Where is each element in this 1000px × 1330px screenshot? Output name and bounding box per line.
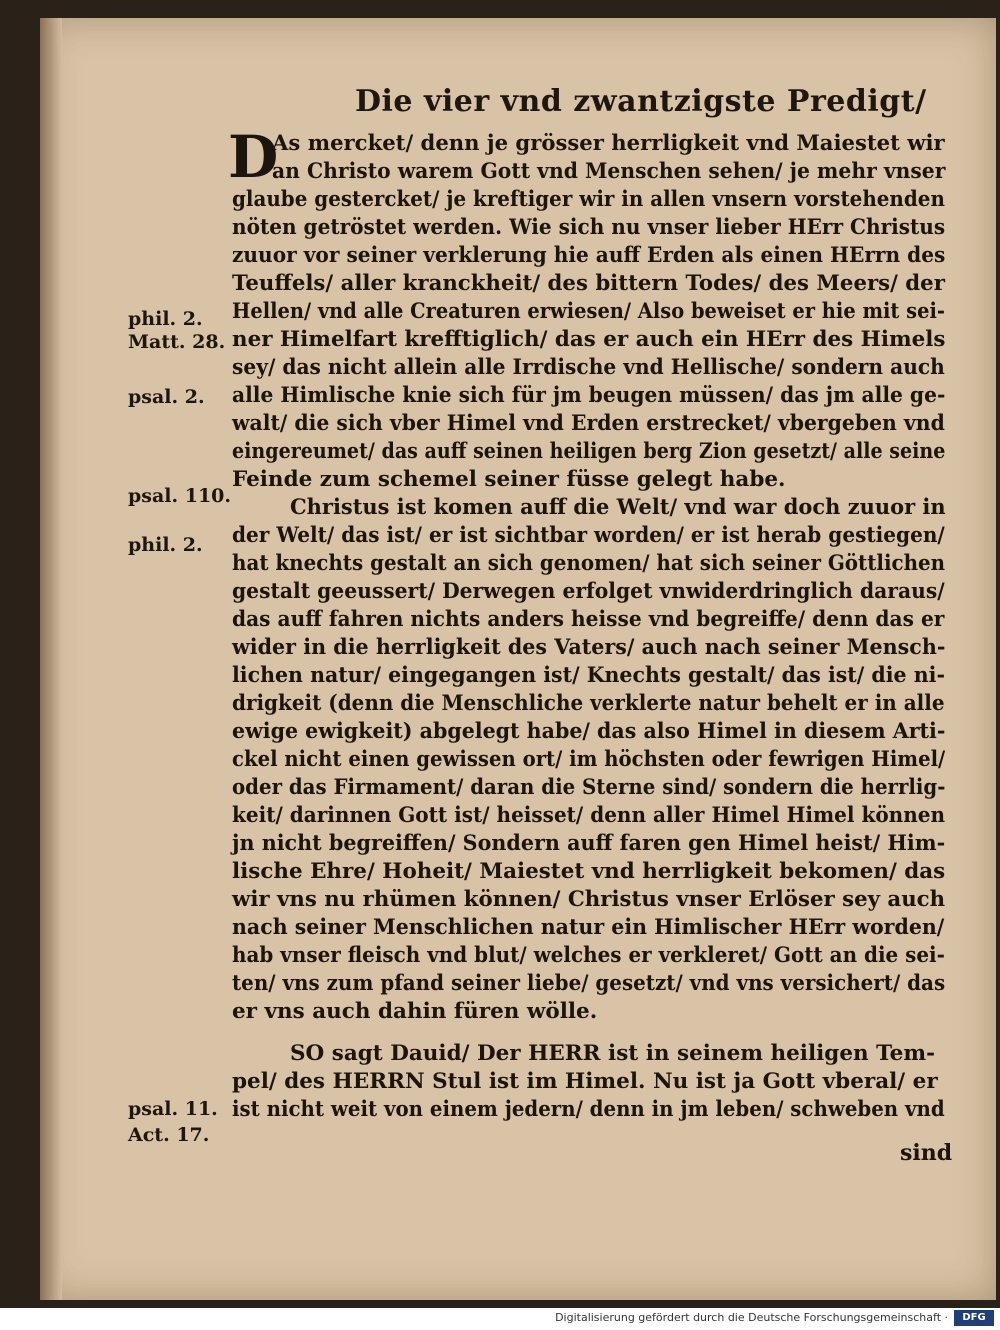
margin-note: psal. 2. <box>128 386 205 408</box>
text-line: pel/ des HERRN Stul ist im Himel. Nu ist ja Gott vberal/ er <box>232 1069 938 1094</box>
text-line: ewige ewigkeit) abgelegt habe/ das also Himel in diesem Arti- <box>232 719 946 744</box>
text-line: lichen natur/ eingegangen ist/ Knechts gestalt/ das ist/ die ni- <box>232 663 945 688</box>
text-line: ten/ vns zum pfand seiner liebe/ gesetzt/ vnd vns versichert/ das <box>232 971 946 996</box>
text-line: As mercket/ denn je grösser herrligkeit vnd Maiestet wir <box>272 131 945 156</box>
text-line: er vns auch dahin füren wölle. <box>232 999 598 1024</box>
funding-note: Digitalisierung gefördert durch die Deutsche Forschungsgemeinschaft · <box>555 1311 948 1324</box>
text-line: an Christo warem Gott vnd Menschen sehen/ je mehr vnser <box>272 159 946 184</box>
margin-note: phil. 2. <box>128 534 203 556</box>
dfg-logo: DFG <box>954 1310 994 1326</box>
text-line: Hellen/ vnd alle Creaturen erwiesen/ Also beweiset er hie mit sei- <box>232 299 945 324</box>
drop-capital: D <box>228 123 279 191</box>
text-line: hab vnser fleisch vnd blut/ welches er verkleret/ Gott an die sei- <box>232 943 945 968</box>
page-gutter <box>40 18 62 1300</box>
margin-note: phil. 2. <box>128 308 203 330</box>
text-line: Teuffels/ aller kranckheit/ des bittern Todes/ des Meers/ der <box>232 271 945 296</box>
text-line: das auff fahren nichts anders heisse vnd begreiffe/ denn das er <box>232 607 945 632</box>
text-line: zuuor vor seiner verklerung hie auff Erden als einen HErrn des <box>232 243 946 268</box>
text-line: ner Himelfart krefftiglich/ das er auch ein HErr des Himels <box>232 327 946 352</box>
text-line: gestalt geeussert/ Derwegen erfolget vnwiderdringlich daraus/ <box>232 579 945 604</box>
margin-note: psal. 110. <box>128 485 232 507</box>
text-line: Feinde zum schemel seiner füsse gelegt habe. <box>232 467 786 492</box>
text-line: nach seiner Menschlichen natur ein Himlischer HErr worden/ <box>232 915 945 940</box>
text-line: wir vns nu rhümen können/ Christus vnser Erlöser sey auch <box>232 887 946 912</box>
text-line: sey/ das nicht allein alle Irrdische vnd Hellische/ sondern auch <box>232 355 945 380</box>
text-line: nöten getröstet werden. Wie sich nu vnser lieber HErr Christus <box>232 215 946 240</box>
text-line: ckel nicht einen gewissen ort/ im höchsten oder fewrigen Himel/ <box>232 747 946 772</box>
text-line: eingereumet/ das auff seinen heiligen berg Zion gesetzt/ alle seine <box>232 439 946 464</box>
margin-note: Act. 17. <box>128 1124 210 1146</box>
text-line: wider in die herrligkeit des Vaters/ auch nach seiner Mensch- <box>232 635 946 660</box>
text-line: hat knechts gestalt an sich genomen/ hat sich seiner Göttlichen <box>232 551 946 576</box>
text-line: SO sagt Dauid/ Der HERR ist in seinem heiligen Tem- <box>290 1041 936 1066</box>
text-line: walt/ die sich vber Himel vnd Erden erstrecket/ vbergeben vnd <box>232 411 945 436</box>
text-line: drigkeit (denn die Menschliche verklerte natur behelt er in alle <box>232 691 945 716</box>
text-line: lische Ehre/ Hoheit/ Maiestet vnd herrligkeit bekomen/ das <box>232 859 946 884</box>
page-heading: Die vier vnd zwantzigste Predigt/ <box>355 84 927 119</box>
margin-note: psal. 11. <box>128 1098 218 1120</box>
text-line: oder das Firmament/ daran die Sterne sind/ sondern die herrlig- <box>232 775 946 800</box>
text-line: der Welt/ das ist/ er ist sichtbar worden/ er ist herab gestiegen/ <box>232 523 945 548</box>
text-line: alle Himlische knie sich für jm beugen müssen/ das jm alle ge- <box>232 383 946 408</box>
text-line: ist nicht weit von einem jedern/ denn in jm leben/ schweben vnd <box>232 1097 945 1122</box>
text-line: keit/ darinnen Gott ist/ heisset/ denn aller Himel Himel können <box>232 803 946 828</box>
text-line: Christus ist komen auff die Welt/ vnd war doch zuuor in <box>290 495 946 520</box>
digitization-footer <box>0 1308 1000 1330</box>
catchword: sind <box>900 1140 953 1166</box>
text-line: glaube gestercket/ je kreftiger wir in allen vnsern vorstehenden <box>232 187 945 212</box>
margin-note: Matt. 28. <box>128 331 226 353</box>
text-line: jn nicht begreiffen/ Sondern auff faren gen Himel heist/ Him- <box>232 831 946 856</box>
